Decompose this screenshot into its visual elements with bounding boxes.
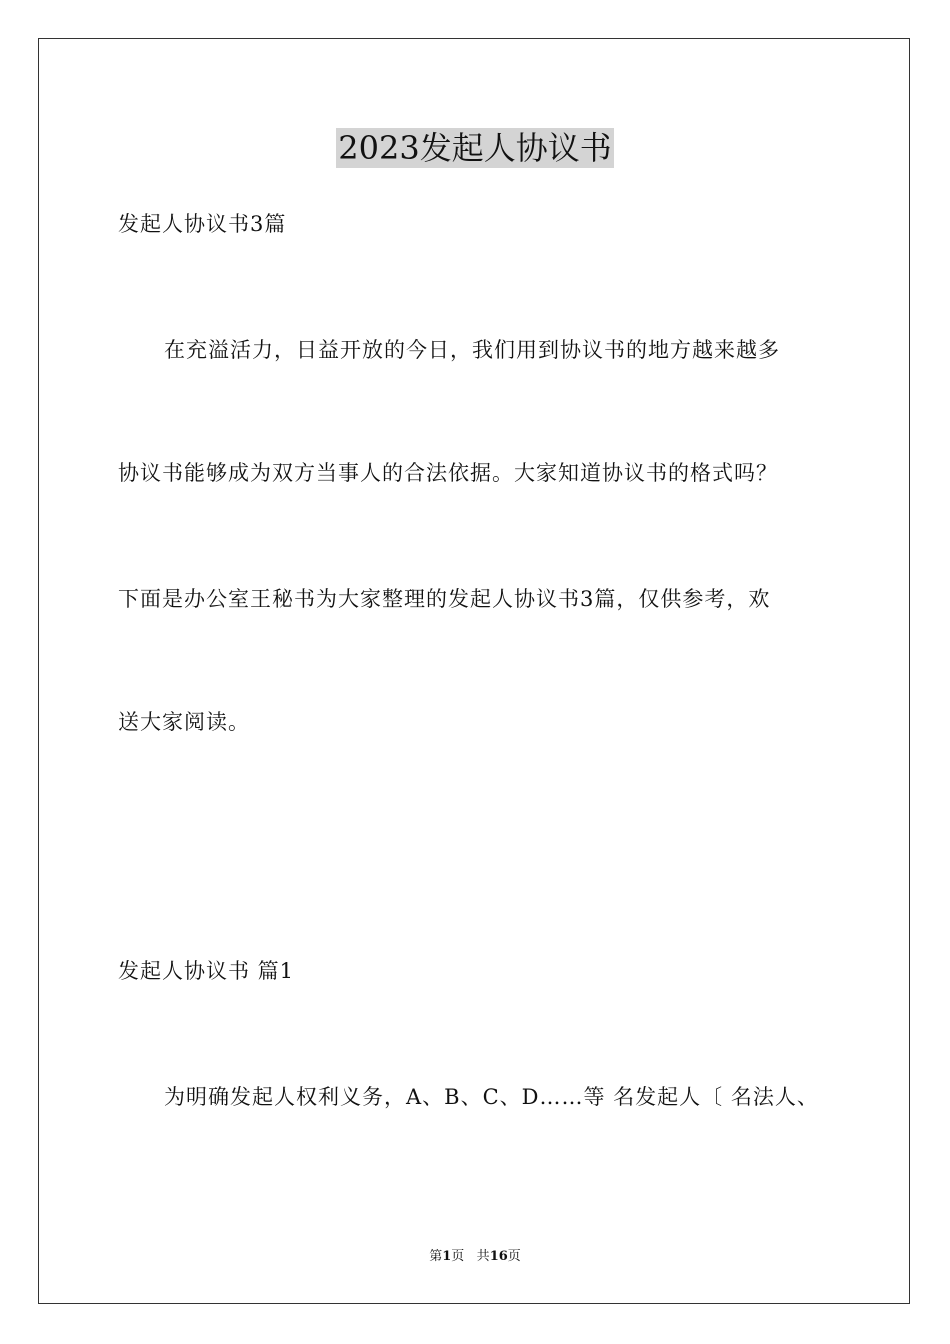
paragraph-line: 在充溢活力，日益开放的今日，我们用到协议书的地方越来越多	[164, 338, 780, 362]
subtitle-line: 发起人协议书3篇	[118, 212, 287, 236]
footer-page-suffix: 页	[451, 1249, 465, 1264]
paragraph-line: 下面是办公室王秘书为大家整理的发起人协议书3篇，仅供参考，欢	[118, 587, 771, 611]
footer-page-number: 1	[442, 1249, 452, 1264]
paragraph-line: 送大家阅读。	[118, 710, 250, 734]
section-heading: 发起人协议书 篇1	[118, 959, 295, 983]
paragraph-line: 协议书能够成为双方当事人的合法依据。大家知道协议书的格式吗？	[118, 461, 778, 485]
page-footer	[0, 1249, 950, 1265]
title-container	[0, 128, 950, 168]
footer-total-suffix: 页	[507, 1249, 521, 1264]
footer-page-prefix: 第	[429, 1249, 443, 1264]
paragraph-line: 为明确发起人权利义务，A、B、C、D……等 名发起人〔 名法人、	[164, 1085, 819, 1109]
footer-total-pages: 16	[489, 1249, 508, 1264]
footer-total-prefix: 共	[476, 1249, 490, 1264]
document-title: 2023发起人协议书	[338, 129, 612, 167]
